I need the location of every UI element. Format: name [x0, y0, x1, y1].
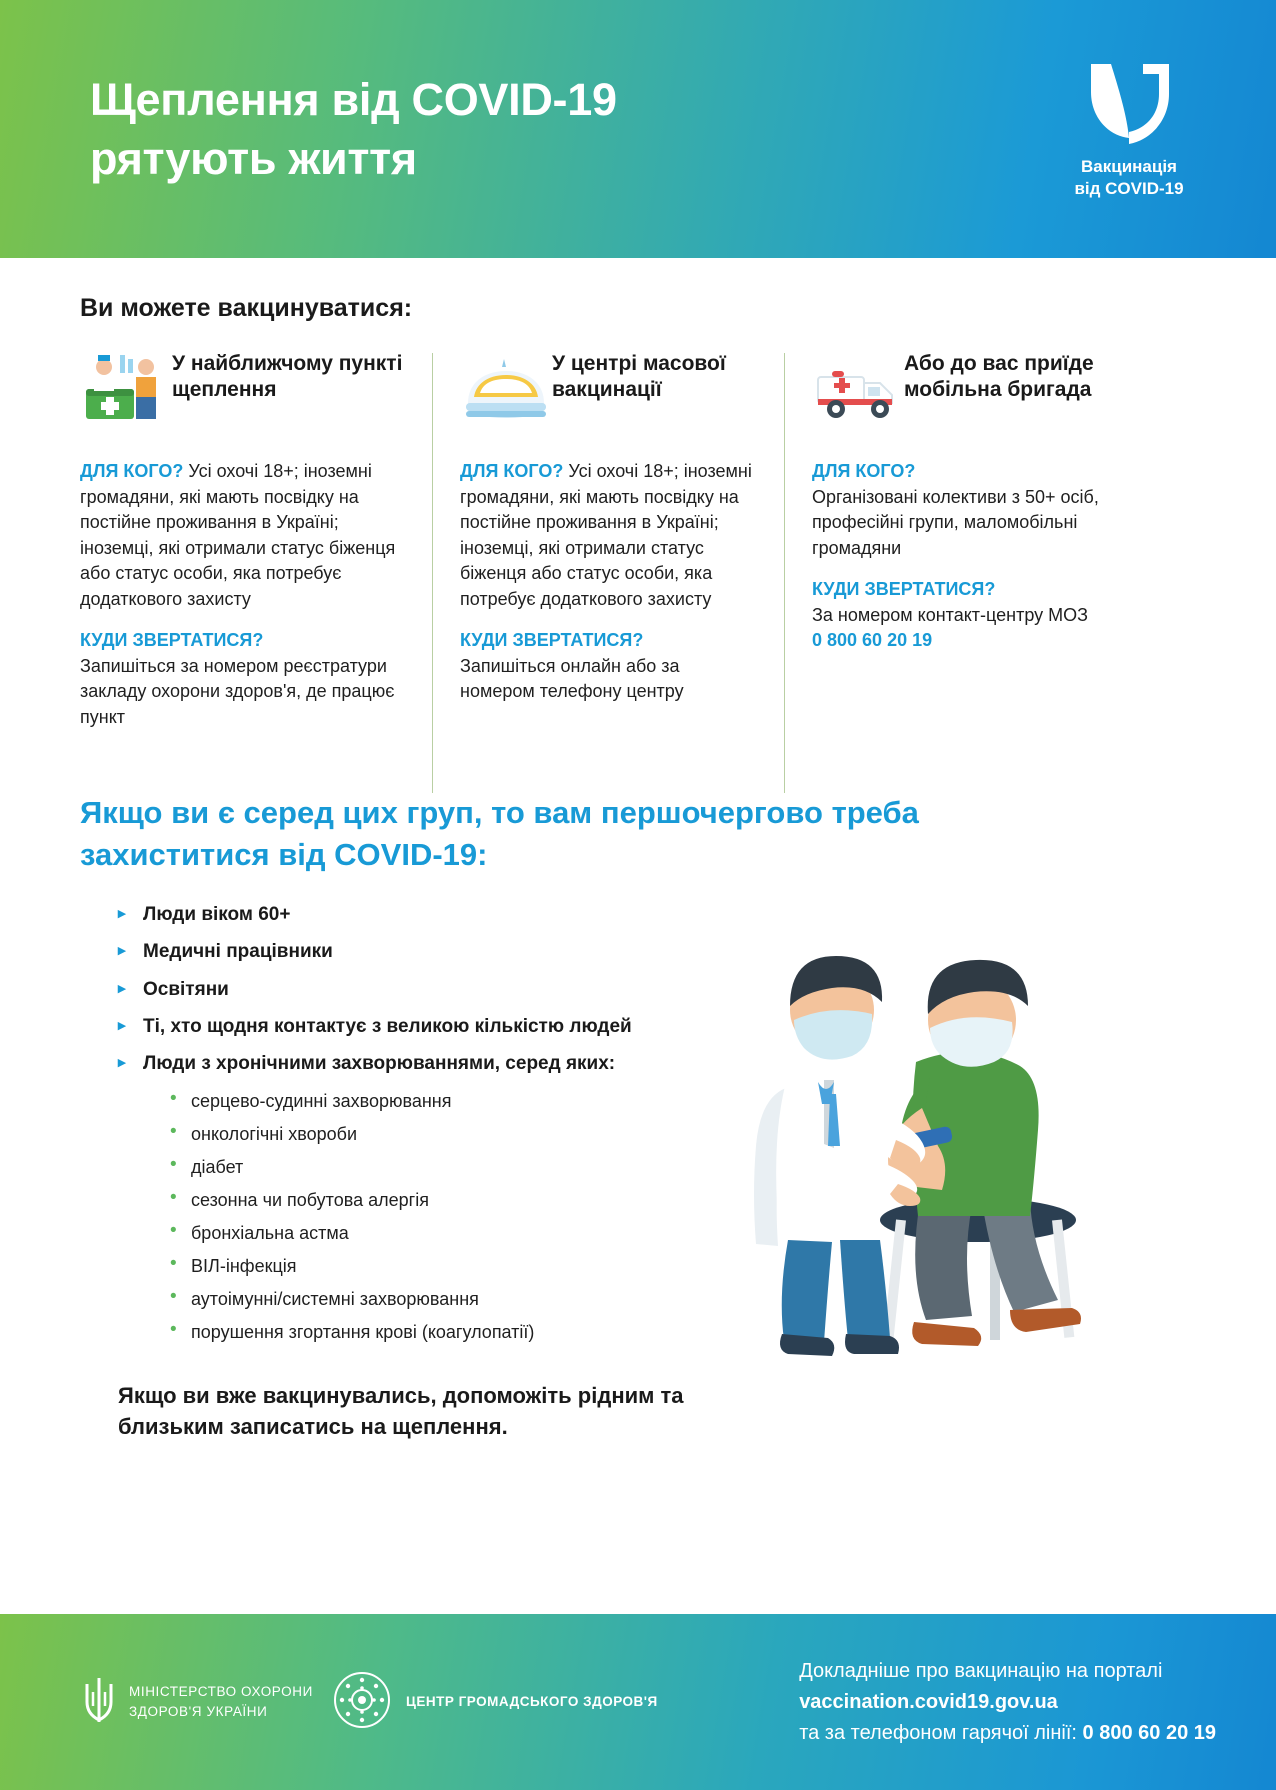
- intro-lead: Ви можете вакцинуватися:: [80, 294, 413, 322]
- chevron-right-icon: ▸: [118, 979, 126, 997]
- card-header: [460, 349, 758, 445]
- priority-groups-section: [80, 792, 1196, 1442]
- list-item-label: порушення згортання крові (коагулопатії): [191, 1322, 535, 1343]
- hotline-line: [799, 1718, 1216, 1749]
- portal-url[interactable]: vaccination.covid19.gov.ua: [799, 1690, 1058, 1713]
- label-where: КУДИ ЗВЕРТАТИСЯ?: [460, 630, 644, 651]
- option-card-mobile-brigade: [784, 349, 1136, 730]
- chevron-right-icon: ▸: [118, 1054, 126, 1072]
- closing-statement: Якщо ви вже вакцинувались, допоможіть рідним та близьким записатись на щеплення.: [118, 1383, 684, 1440]
- logo-caption-line2: від COVID-19: [1074, 178, 1184, 198]
- checkmark-logo-icon: [1044, 58, 1214, 146]
- logo-caption-line1: Вакцинація: [1081, 157, 1177, 176]
- poster-footer: [0, 1614, 1276, 1790]
- card-title: Або до вас приїде мобільна бригада: [904, 352, 1094, 402]
- list-item: [170, 1088, 690, 1115]
- poster-header: [0, 0, 1276, 258]
- card-for-whom-text: Усі охочі 18+; іноземні громадяни, які мають посвідку на постійне проживання в Україні; іноземці, які отримали статус біженця або статус особи, яка потребує додаткового захисту: [460, 461, 752, 609]
- card-where-text: Запишіться за номером реєстратури закладу охорони здоров'я, де працює пункт: [80, 655, 395, 727]
- footer-info: [799, 1656, 1216, 1749]
- vaccination-logo: [1044, 58, 1214, 200]
- list-item: [170, 1121, 690, 1148]
- mass-vaccination-center-icon: [460, 349, 552, 423]
- label-where: КУДИ ЗВЕРТАТИСЯ?: [812, 579, 996, 600]
- logo-caption: [1044, 156, 1214, 200]
- list-item: [170, 1319, 690, 1346]
- groups-title: Якщо ви є серед цих груп, то вам першочергово треба захиститися від COVID-19:: [80, 795, 919, 873]
- groups-list: [80, 902, 690, 1443]
- card-where: [812, 577, 1110, 654]
- list-item-label: Медичні працівники: [143, 941, 333, 963]
- list-item-label: ВІЛ-інфекція: [191, 1256, 297, 1277]
- list-item-label: сезонна чи побутова алергія: [191, 1190, 429, 1211]
- list-item-label: Люди з хронічними захворюваннями, серед яких:: [143, 1053, 616, 1075]
- list-item: [170, 1253, 690, 1280]
- card-where: [80, 628, 406, 730]
- trident-emblem-icon: [82, 1676, 116, 1729]
- label-where: КУДИ ЗВЕРТАТИСЯ?: [80, 630, 264, 651]
- list-item-label: аутоімунні/системні захворювання: [191, 1289, 479, 1310]
- list-item-label: Освітяни: [143, 978, 229, 1000]
- bullet-dot-icon: •: [170, 1088, 177, 1110]
- list-item: [118, 939, 690, 965]
- vaccination-options: [80, 349, 1196, 730]
- card-for-whom: [80, 459, 406, 612]
- bullet-dot-icon: •: [170, 1319, 177, 1341]
- card-title: У найближчому пункті щеплення: [172, 352, 403, 402]
- bullet-dot-icon: •: [170, 1187, 177, 1209]
- card-where-text: Запишіться онлайн або за номером телефону центру: [460, 655, 684, 702]
- list-item: [118, 902, 690, 928]
- card-where-text: За номером контакт-центру МОЗ: [812, 604, 1088, 625]
- bullet-dot-icon: •: [170, 1154, 177, 1176]
- list-item: [118, 977, 690, 1003]
- list-item: [170, 1154, 690, 1181]
- page-title-line1: Щеплення від COVID-19: [90, 73, 617, 125]
- chevron-right-icon: ▸: [118, 942, 126, 960]
- contact-phone[interactable]: 0 800 60 20 19: [812, 630, 933, 651]
- card-for-whom: [460, 459, 758, 612]
- card-header: [812, 349, 1110, 445]
- label-for-whom: ДЛЯ КОГО?: [460, 461, 564, 481]
- card-where: [460, 628, 758, 705]
- card-header: [80, 349, 406, 445]
- card-title: У центрі масової вакцинації: [552, 352, 726, 402]
- list-item-label: Ті, хто щодня контактує з великою кількістю людей: [143, 1015, 632, 1037]
- page-title-line2: рятують життя: [90, 133, 417, 184]
- hotline-number[interactable]: 0 800 60 20 19: [1082, 1721, 1216, 1744]
- footer-info-line: Докладніше про вакцинацію на порталі: [799, 1659, 1163, 1682]
- list-item: [170, 1220, 690, 1247]
- bullet-dot-icon: •: [170, 1220, 177, 1242]
- phc-logo: [332, 1670, 662, 1735]
- bullet-dot-icon: •: [170, 1253, 177, 1275]
- list-item: [170, 1286, 690, 1313]
- option-card-mass-center: [432, 349, 784, 730]
- groups-body: [80, 902, 1196, 1443]
- chevron-right-icon: ▸: [118, 1016, 126, 1034]
- list-item-label: онкологічні хвороби: [191, 1124, 357, 1145]
- list-item-label: Люди віком 60+: [143, 904, 291, 926]
- moz-logo: [82, 1676, 332, 1729]
- moz-label: МІНІСТЕРСТВО ОХОРОНИ ЗДОРОВ'Я УКРАЇНИ: [129, 1683, 313, 1719]
- list-item-label: бронхіальна астма: [191, 1223, 349, 1244]
- vaccination-illustration: [690, 902, 1196, 1443]
- option-card-nearest-point: [80, 349, 432, 730]
- page-title: [90, 70, 617, 189]
- list-item: [118, 1051, 690, 1077]
- list-item-label: діабет: [191, 1157, 244, 1178]
- vaccination-point-icon: [80, 349, 172, 423]
- card-for-whom: [812, 459, 1110, 561]
- mobile-brigade-ambulance-icon: [812, 349, 904, 423]
- chevron-right-icon: ▸: [118, 905, 126, 923]
- label-for-whom: ДЛЯ КОГО?: [80, 461, 184, 481]
- phc-label: ЦЕНТР ГРОМАДСЬКОГО ЗДОРОВ'Я: [406, 1694, 658, 1710]
- card-for-whom-text: Організовані колективи з 50+ осіб, професійні групи, маломобільні громадяни: [812, 486, 1099, 558]
- hotline-prefix: та за телефоном гарячої лінії:: [799, 1721, 1083, 1744]
- poster-body: [0, 258, 1276, 1443]
- bullet-dot-icon: •: [170, 1286, 177, 1308]
- card-for-whom-text: Усі охочі 18+; іноземні громадяни, які мають посвідку на постійне проживання в Україні; іноземці, які отримали статус біженця або статус особи, яка потребує додаткового захисту: [80, 461, 396, 609]
- list-item: [118, 1014, 690, 1040]
- list-item-label: серцево-судинні захворювання: [191, 1091, 452, 1112]
- label-for-whom: ДЛЯ КОГО?: [812, 461, 916, 481]
- list-item: [170, 1187, 690, 1214]
- chronic-conditions-list: [118, 1088, 690, 1346]
- public-health-center-icon: [332, 1670, 392, 1735]
- bullet-dot-icon: •: [170, 1121, 177, 1143]
